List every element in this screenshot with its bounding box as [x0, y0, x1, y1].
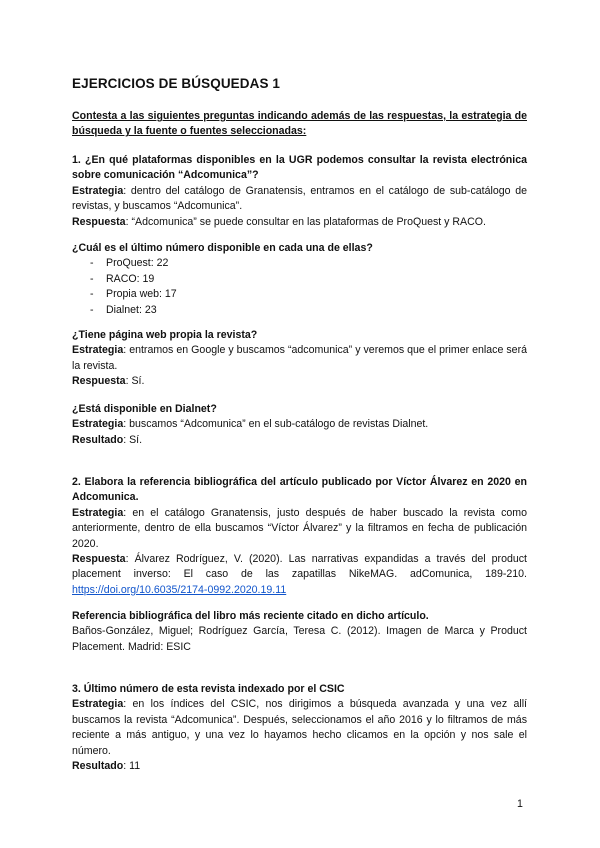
strategy-label: Estrategia: [72, 506, 124, 519]
strategy-text: : entramos en Google y buscamos “adcomunica” y veremos que el primer enlace será la revista.: [72, 344, 527, 372]
result-label: Resultado: [72, 433, 124, 446]
question-2b-section: [72, 609, 527, 655]
result-text: : Sí.: [123, 433, 143, 446]
doi-link[interactable]: https://doi.org/10.6035/2174-0992.2020.19.11: [72, 583, 287, 596]
book-reference: Baños-González, Miguel; Rodríguez García, Teresa C. (2012). Imagen de Marca y Product Placement. Madrid: ESIC: [72, 625, 527, 653]
strategy-label: Estrategia: [72, 344, 124, 357]
result-label: Resultado: [72, 760, 124, 773]
question-1c-answer: [72, 374, 527, 389]
question-1c-heading: ¿Tiene página web propia la revista?: [72, 329, 258, 341]
answer-label: Respuesta: [72, 375, 126, 388]
question-1b-heading: ¿Cuál es el último número disponible en cada una de ellas?: [72, 242, 373, 254]
question-1b-section: [72, 241, 527, 318]
question-1c-strategy: [72, 343, 527, 374]
question-1-section: [72, 153, 527, 230]
strategy-label: Estrategia: [72, 184, 124, 197]
list-item: - ProQuest: 22: [72, 256, 527, 271]
question-1c-section: [72, 328, 527, 390]
list-item: - Dialnet: 23: [72, 303, 527, 318]
strategy-text: : buscamos “Adcomunica” en el sub-catálogo de revistas Dialnet.: [123, 418, 429, 431]
answer-label: Respuesta: [72, 553, 126, 566]
list-item: - RACO: 19: [72, 272, 527, 287]
strategy-text: : en el catálogo Granatensis, justo después de haber buscado la revista como anteriormente, dentro de ella buscamos “Víctor Álvarez” y la filtramos en fecha de publicación 2020.: [72, 506, 527, 550]
answer-text: : “Adcomunica” se puede consultar en las plataformas de ProQuest y RACO.: [125, 215, 486, 228]
question-1-strategy: [72, 184, 527, 215]
question-1-heading: 1. ¿En qué plataformas disponibles en la UGR podemos consultar la revista electrónica sobre comunicación “Adcomunica”?: [72, 154, 527, 182]
question-3-result: [72, 759, 527, 774]
strategy-label: Estrategia: [72, 698, 124, 711]
question-1d-strategy: [72, 417, 527, 432]
page-number: 1: [517, 798, 523, 810]
question-2-section: [72, 475, 527, 598]
question-3-strategy: [72, 697, 527, 759]
question-2-heading: 2. Elabora la referencia bibliográfica del artículo publicado por Víctor Álvarez en 2020 en Adcomunica.: [72, 476, 527, 504]
document-title: EJERCICIOS DE BÚSQUEDAS 1: [72, 76, 281, 91]
question-2-strategy: [72, 506, 527, 552]
strategy-text: : dentro del catálogo de Granatensis, entramos en el catálogo de sub-catálogo de revistas, y buscamos “Adcomunica”.: [72, 184, 527, 213]
question-1d-result: [72, 433, 527, 448]
answer-text: : Álvarez Rodríguez, V. (2020). Las narrativas expandidas a través del product placement inverso: El caso de las zapatillas NikeMAG. adComunica, 189-210.: [72, 553, 527, 581]
strategy-label: Estrategia: [72, 418, 124, 431]
question-2b-heading: Referencia bibliográfica del libro más reciente citado en dicho artículo.: [72, 610, 429, 622]
question-3-heading: 3. Último número de esta revista indexado por el CSIC: [72, 683, 345, 695]
question-3-section: [72, 682, 527, 774]
question-1d-section: [72, 402, 527, 448]
question-1d-heading: ¿Está disponible en Dialnet?: [72, 403, 217, 415]
strategy-text: : en los índices del CSIC, nos dirigimos a búsqueda avanzada y una vez allí buscamos la revista “Adcomunica”. Después, seleccionamos el año 2016 y lo filtramos de más reciente a más antiguo, y una vez lo hayamos hecho clicamos en la opción y nos sale el número.: [72, 698, 527, 757]
question-2-answer: [72, 552, 527, 598]
result-text: : 11: [123, 760, 141, 773]
instructions: Contesta a las siguientes preguntas indicando además de las respuestas, la estrategia de búsqueda y la fuente o fuentes seleccionadas:: [72, 110, 527, 138]
answer-label: Respuesta: [72, 215, 126, 228]
list-item: - Propia web: 17: [72, 287, 527, 302]
question-1-answer: [72, 215, 527, 230]
issue-list: [72, 256, 527, 318]
answer-text: : Sí.: [125, 375, 145, 388]
